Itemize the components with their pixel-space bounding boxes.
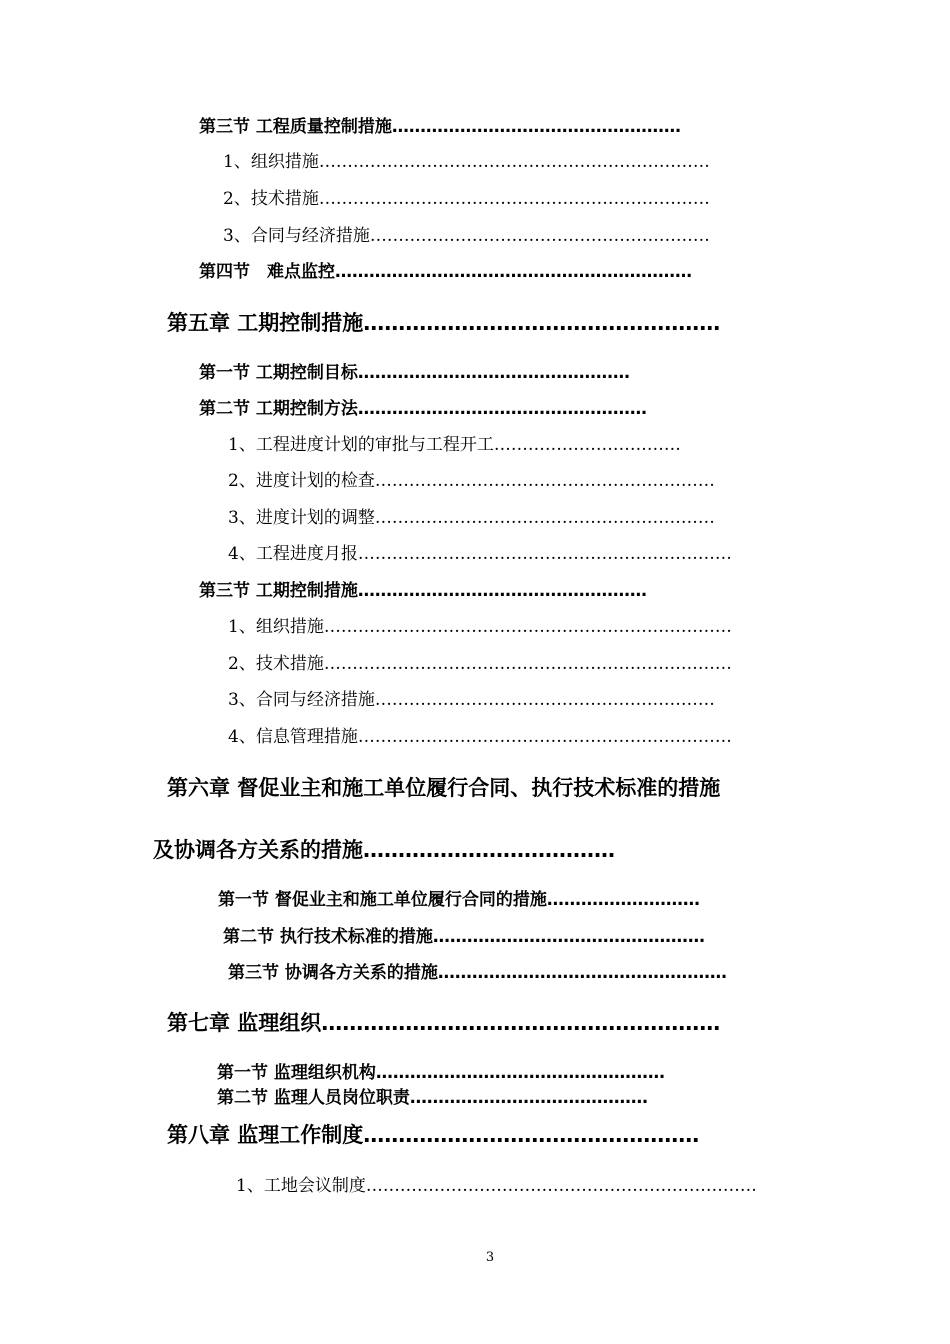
toc-section-schedule-target[interactable]: 第一节 工期控制目标………………………………………… bbox=[199, 363, 630, 383]
toc-section-schedule-measures[interactable]: 第三节 工期控制措施…………………………………………… bbox=[199, 581, 647, 601]
toc-section-org-structure[interactable]: 第一节 监理组织机构…………………………………………… bbox=[217, 1063, 665, 1083]
toc-item-site-meeting-system[interactable]: 1、工地会议制度…………………………………………………………… bbox=[236, 1176, 757, 1196]
toc-item-info-management-measures[interactable]: 4、信息管理措施………………………………………………………… bbox=[228, 727, 732, 747]
toc-item-plan-approval[interactable]: 1、工程进度计划的审批与工程开工…………………………… bbox=[228, 435, 681, 455]
toc-item-plan-adjustment[interactable]: 3、进度计划的调整…………………………………………………… bbox=[228, 508, 715, 528]
toc-section-contract-performance[interactable]: 第一节 督促业主和施工单位履行合同的措施……………………… bbox=[218, 890, 700, 910]
toc-item-organization-measures[interactable]: 1、组织措施…………………………………………………………… bbox=[223, 152, 710, 172]
toc-item-contract-economic-measures[interactable]: 3、合同与经济措施…………………………………………………… bbox=[223, 226, 710, 246]
toc-item-technical-measures-2[interactable]: 2、技术措施……………………………………………………………… bbox=[228, 654, 732, 674]
toc-section-difficulty-monitoring[interactable]: 第四节 难点监控……………………………………………………… bbox=[199, 262, 692, 282]
toc-item-contract-economic-measures-2[interactable]: 3、合同与经济措施…………………………………………………… bbox=[228, 690, 715, 710]
toc-item-technical-measures[interactable]: 2、技术措施…………………………………………………………… bbox=[223, 189, 710, 209]
toc-chapter-5-schedule-control[interactable]: 第五章 工期控制措施…………………………………………… bbox=[167, 311, 721, 335]
toc-chapter-7-supervision-org[interactable]: 第七章 监理组织………………………………………………… bbox=[167, 1011, 721, 1035]
toc-item-organization-measures-2[interactable]: 1、组织措施……………………………………………………………… bbox=[228, 617, 732, 637]
toc-chapter-6-title-line2[interactable]: 及协调各方关系的措施……………………………… bbox=[153, 838, 615, 862]
toc-chapter-8-work-system[interactable]: 第八章 监理工作制度………………………………………… bbox=[167, 1123, 700, 1147]
toc-chapter-6-title-line1[interactable]: 第六章 督促业主和施工单位履行合同、执行技术标准的措施 bbox=[167, 776, 721, 800]
toc-section-coordination[interactable]: 第三节 协调各方关系的措施…………………………………………… bbox=[228, 963, 727, 983]
toc-item-monthly-report[interactable]: 4、工程进度月报………………………………………………………… bbox=[228, 544, 732, 564]
toc-section-quality-measures[interactable]: 第三节 工程质量控制措施…………………………………………… bbox=[199, 117, 681, 137]
toc-section-staff-duties[interactable]: 第二节 监理人员岗位职责…………………………………… bbox=[217, 1088, 648, 1108]
toc-section-technical-standards[interactable]: 第二节 执行技术标准的措施………………………………………… bbox=[223, 927, 705, 947]
toc-item-plan-inspection[interactable]: 2、进度计划的检查…………………………………………………… bbox=[228, 471, 715, 491]
page-number: 3 bbox=[485, 1250, 495, 1265]
toc-section-schedule-methods[interactable]: 第二节 工期控制方法…………………………………………… bbox=[199, 399, 647, 419]
